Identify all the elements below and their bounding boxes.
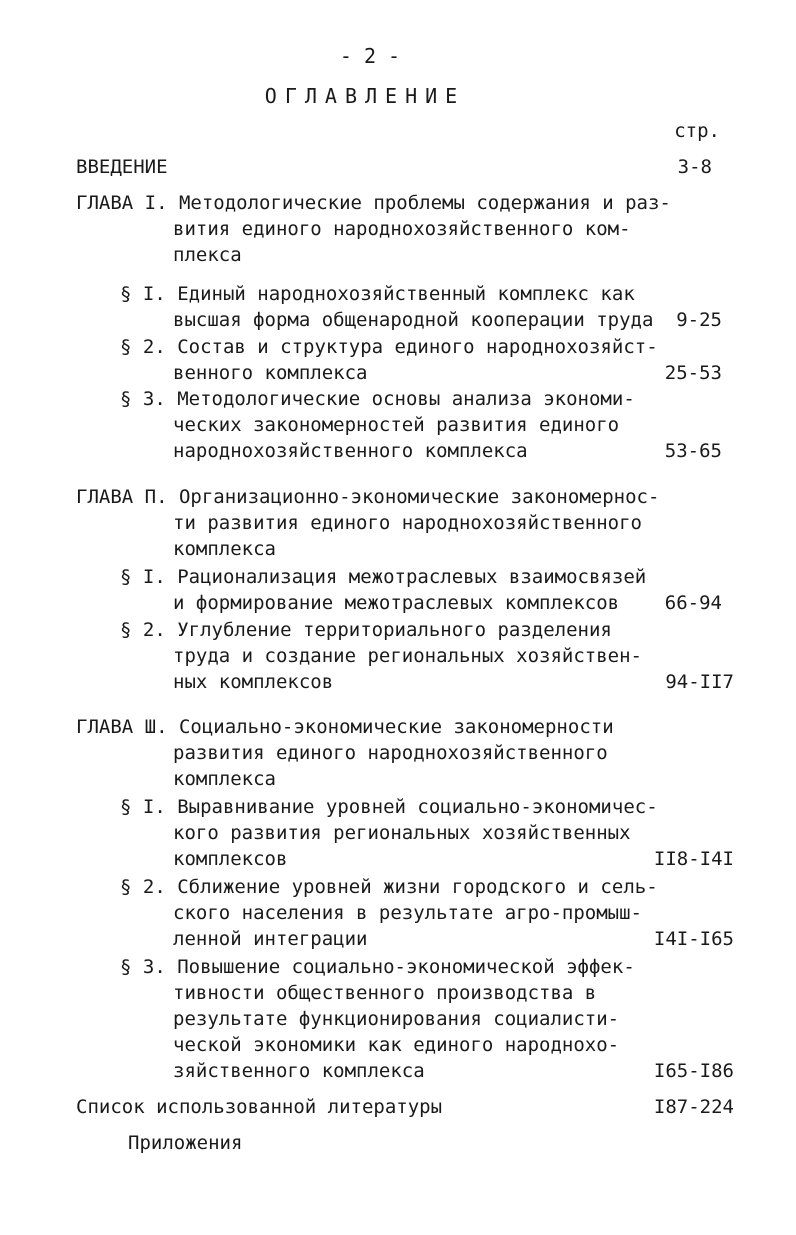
ch3-sec1-pages: II8-I4I	[653, 848, 734, 870]
toc-heading: ОГЛАВЛЕНИЕ	[264, 84, 466, 108]
ch3-sec3-line2: тивности общественного производства в	[173, 982, 597, 1004]
ch3-sec2-line1: § 2. Сближение уровней жизни городского и сель-	[120, 876, 658, 898]
chapter2-line3: комплекса	[173, 538, 276, 560]
ch1-sec1-pages: 9-25	[676, 309, 722, 331]
toc-entry-bibliography-pages: I87-224	[653, 1096, 734, 1118]
chapter3-line2: развития единого народнохозяйственного	[173, 742, 608, 764]
toc-entry-intro: ВВЕДЕНИЕ	[76, 156, 168, 178]
ch1-sec3-pages: 53-65	[664, 440, 722, 462]
ch3-sec3-line3: результате функционирования социалисти-	[173, 1008, 620, 1030]
ch2-sec2-line2: труда и создание региональных хозяйствен-	[173, 645, 642, 667]
toc-entry-appendix: Приложения	[128, 1132, 243, 1154]
ch3-sec3-line4: ческой экономики как единого народнохо-	[173, 1034, 620, 1056]
ch1-sec3-line1: § 3. Методологические основы анализа экономи-	[120, 388, 635, 410]
chapter3-line3: комплекса	[173, 768, 276, 790]
chapter1-line1: ГЛАВА I. Методологические проблемы содержания и раз-	[76, 192, 671, 214]
chapter1-line3: плекса	[173, 244, 242, 266]
ch2-sec2-line1: § 2. Углубление территориального разделения	[120, 619, 612, 641]
chapter2-line1: ГЛАВА П. Организационно-экономические закономернос-	[76, 486, 660, 508]
ch3-sec1-line1: § I. Выравнивание уровней социально-экономичес-	[120, 796, 658, 818]
ch1-sec3-line2: ческих закономерностей развития единого	[173, 414, 620, 436]
ch2-sec1-line1: § I. Рационализация межотраслевых взаимосвязей	[120, 566, 647, 588]
ch1-sec1-line1: § I. Единый народнохозяйственный комплекс как	[120, 283, 635, 305]
ch3-sec3-line1: § 3. Повышение социально-экономической эффек-	[120, 956, 635, 978]
toc-entry-bibliography: Список использованной литературы	[76, 1096, 443, 1118]
chapter3-line1: ГЛАВА Ш. Социально-экономические закономерности	[76, 716, 614, 738]
pages-column-label: стр.	[674, 120, 720, 142]
ch3-sec1-line3: комплексов	[173, 848, 288, 870]
ch1-sec2-pages: 25-53	[664, 362, 722, 384]
chapter2-line2: ти развития единого народнохозяйственного	[173, 512, 642, 534]
ch3-sec2-pages: I4I-I65	[653, 928, 734, 950]
ch3-sec3-pages: I65-I86	[653, 1060, 734, 1082]
ch3-sec2-line3: ленной интеграции	[173, 928, 368, 950]
ch3-sec2-line2: ского населения в результате агро-промыш-	[173, 902, 642, 924]
ch2-sec2-pages: 94-II7	[665, 671, 734, 693]
ch3-sec3-line5: зяйственного комплекса	[173, 1060, 425, 1082]
ch1-sec1-line2: высшая форма общенародной кооперации труда	[173, 309, 654, 331]
ch1-sec2-line2: венного комплекса	[173, 362, 368, 384]
ch1-sec2-line1: § 2. Состав и структура единого народнохозяйст-	[120, 336, 658, 358]
toc-entry-intro-pages: 3-8	[677, 156, 712, 178]
ch1-sec3-line3: народнохозяйственного комплекса	[173, 440, 528, 462]
ch2-sec1-line2: и формирование межотраслевых комплексов	[173, 592, 620, 614]
ch3-sec1-line2: кого развития региональных хозяйственных	[173, 822, 631, 844]
chapter1-line2: вития единого народнохозяйственного ком-	[173, 218, 631, 240]
page-number: - 2 -	[339, 44, 401, 68]
ch2-sec1-pages: 66-94	[664, 592, 722, 614]
ch2-sec2-line3: ных комплексов	[173, 671, 334, 693]
